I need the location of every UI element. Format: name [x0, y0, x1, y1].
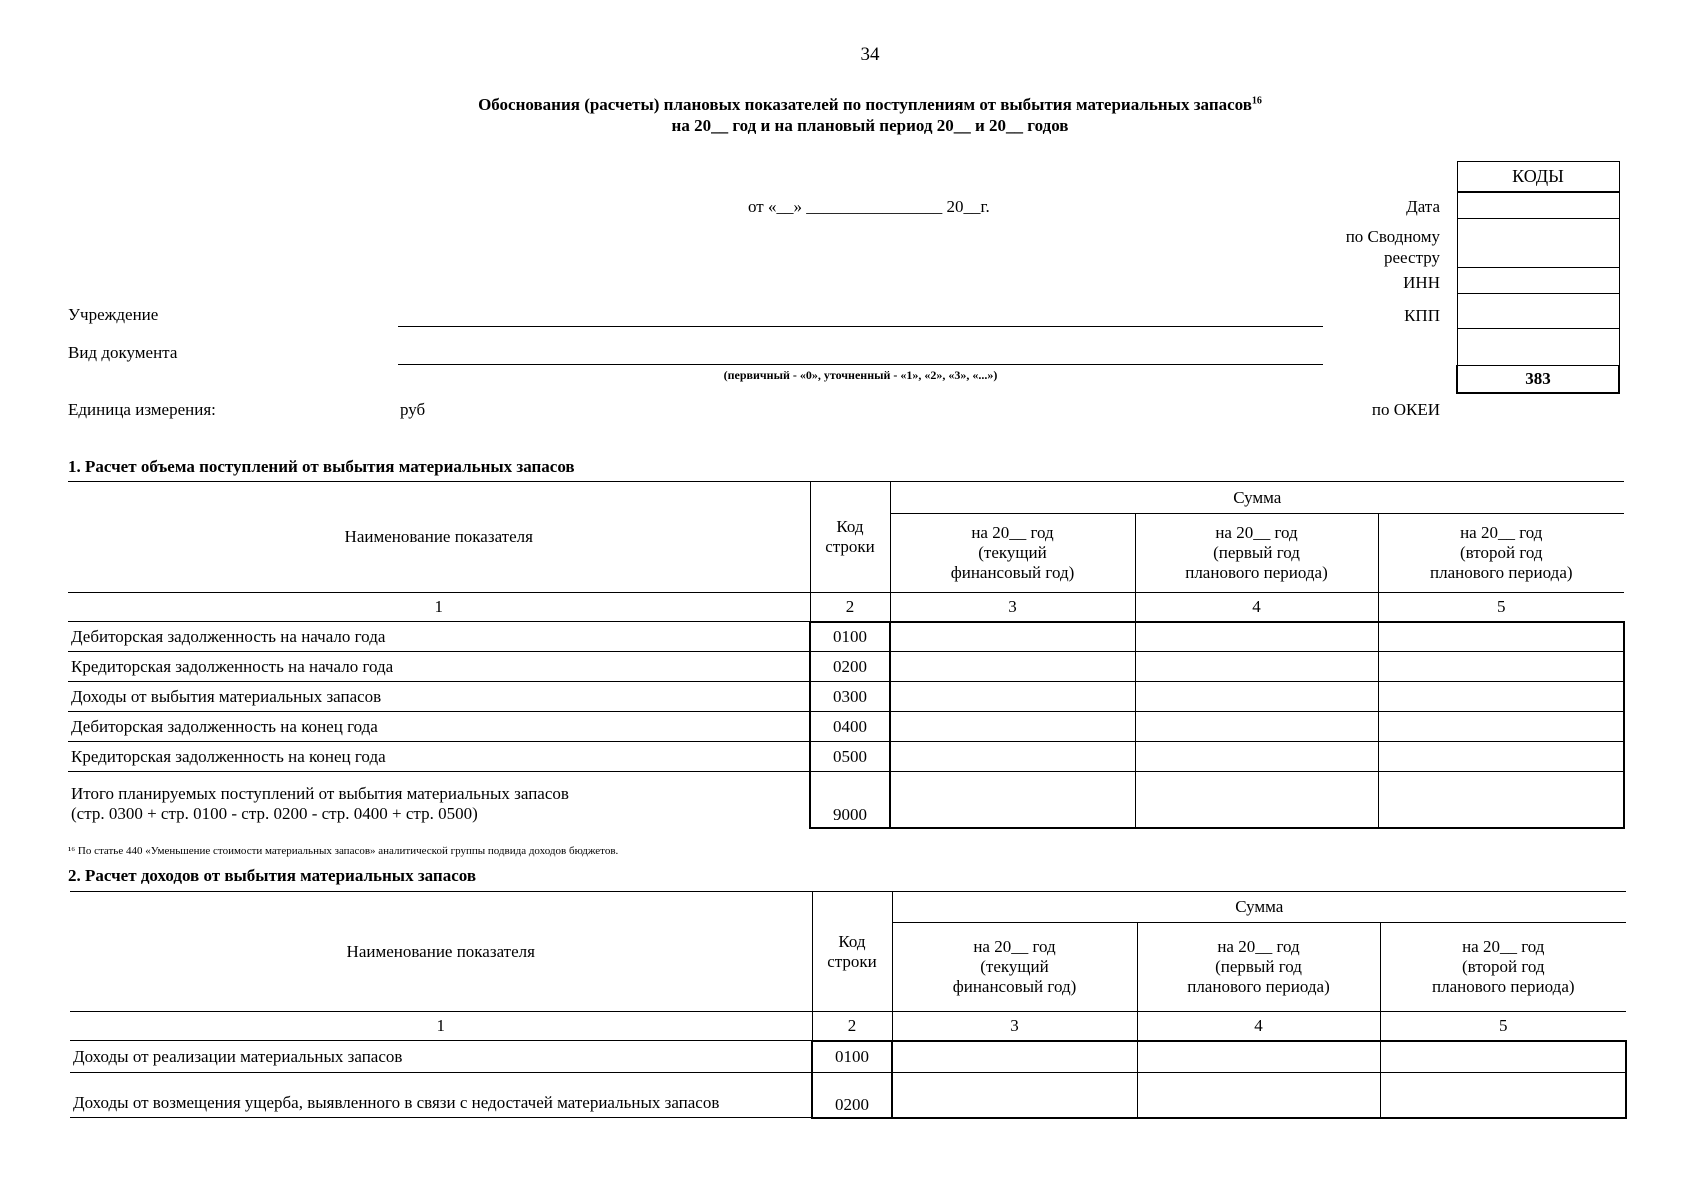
row-code: 0200 — [810, 652, 890, 682]
cell-col4[interactable] — [1137, 1073, 1380, 1118]
unit-value: руб — [400, 400, 426, 419]
row-name: Доходы от реализации материальных запасов — [70, 1041, 812, 1073]
row-code: 0400 — [810, 712, 890, 742]
total-col5[interactable] — [1378, 772, 1624, 828]
total-code: 9000 — [810, 772, 890, 828]
table-row — [68, 652, 1624, 682]
code-registry-cell[interactable] — [1457, 219, 1619, 268]
cell-col4[interactable] — [1135, 622, 1378, 652]
row-name: Дебиторская задолженность на начало года — [68, 622, 810, 652]
total-row — [68, 772, 1624, 828]
kpp-label: КПП — [1404, 306, 1440, 325]
header-col5 — [1380, 923, 1626, 1012]
cell-col5[interactable] — [1378, 622, 1624, 652]
page-number: 34 — [860, 44, 880, 65]
cell-col3[interactable] — [892, 1041, 1137, 1073]
total-col4[interactable] — [1135, 772, 1378, 828]
cell-col4[interactable] — [1135, 682, 1378, 712]
total-col3[interactable] — [890, 772, 1135, 828]
row-code: 0500 — [810, 742, 890, 772]
h5-l3: планового периода) — [1429, 563, 1573, 582]
cell-col5[interactable] — [1378, 712, 1624, 742]
header-col3 — [890, 514, 1135, 593]
row-name: Доходы от выбытия материальных запасов — [68, 682, 810, 712]
colnum-2: 2 — [812, 1012, 892, 1041]
h3-l2: (текущий — [978, 543, 1047, 562]
codes-header: КОДЫ — [1457, 162, 1619, 193]
document-title-text: Обоснования (расчеты) плановых показателей по поступлениям от выбытия материальных запасов — [478, 95, 1252, 114]
section2-table — [70, 891, 1627, 1119]
header-code-line2: строки — [825, 537, 875, 556]
h4-l2: (первый год — [1215, 957, 1302, 976]
colnum-3: 3 — [890, 593, 1135, 622]
cell-col3[interactable] — [890, 652, 1135, 682]
footnote: ¹⁶ По статье 440 «Уменьшение стоимости материальных запасов» аналитической группы подвида доходов бюджетов. — [68, 845, 619, 857]
header-name: Наименование показателя — [68, 482, 810, 593]
date-label: Дата — [1406, 197, 1440, 216]
header-col4 — [1137, 923, 1380, 1012]
header-code-line1: Код — [838, 931, 866, 951]
row-name: Доходы от возмещения ущерба, выявленного в связи с недостачей материальных запасов — [70, 1073, 812, 1118]
cell-col4[interactable] — [1137, 1041, 1380, 1073]
total-name-line1: Итого планируемых поступлений от выбытия материальных запасов — [71, 783, 569, 803]
h5-l2: (второй год — [1460, 543, 1543, 562]
header-code-line1: Код — [836, 517, 864, 536]
okei-label: по ОКЕИ — [1371, 400, 1440, 419]
date-line: от «__» ________________ 20__г. — [748, 197, 990, 216]
h5-l1: на 20__ год — [1462, 937, 1545, 956]
doc-type-hint: (первичный - «0», уточненный - «1», «2», «3», «...») — [723, 368, 998, 382]
document-title — [0, 95, 1696, 115]
doc-type-field[interactable] — [398, 364, 1323, 365]
header-code — [810, 482, 890, 593]
table-row — [68, 712, 1624, 742]
colnum-5: 5 — [1378, 593, 1624, 622]
header-code-line2: строки — [827, 951, 877, 971]
unit-label: Единица измерения: — [68, 400, 216, 419]
colnum-2: 2 — [810, 593, 890, 622]
codes-table — [1456, 161, 1620, 394]
header-col5 — [1378, 514, 1624, 593]
code-doctype-cell[interactable] — [1457, 329, 1619, 366]
h5-l3: планового периода) — [1431, 977, 1575, 996]
row-code: 0100 — [810, 622, 890, 652]
cell-col5[interactable] — [1378, 682, 1624, 712]
h4-l1: на 20__ год — [1217, 937, 1300, 956]
h3-l1: на 20__ год — [973, 937, 1056, 956]
h3-l2: (текущий — [980, 957, 1049, 976]
colnum-4: 4 — [1135, 593, 1378, 622]
doc-type-label: Вид документа — [68, 343, 178, 362]
code-date-cell[interactable] — [1457, 192, 1619, 219]
colnum-4: 4 — [1137, 1012, 1380, 1041]
colnum-5: 5 — [1380, 1012, 1626, 1041]
cell-col3[interactable] — [890, 622, 1135, 652]
section2-title: 2. Расчет доходов от выбытия материальных запасов — [68, 866, 477, 885]
total-name-line2: (стр. 0300 + стр. 0100 - стр. 0200 - стр. 0400 + стр. 0500) — [71, 803, 478, 823]
cell-col3[interactable] — [892, 1073, 1137, 1118]
row-name: Кредиторская задолженность на конец года — [68, 742, 810, 772]
cell-col5[interactable] — [1378, 652, 1624, 682]
header-sum: Сумма — [892, 892, 1626, 923]
code-inn-cell[interactable] — [1457, 268, 1619, 294]
header-col3 — [892, 923, 1137, 1012]
cell-col5[interactable] — [1378, 742, 1624, 772]
cell-col4[interactable] — [1135, 712, 1378, 742]
cell-col5[interactable] — [1380, 1041, 1626, 1073]
header-name: Наименование показателя — [70, 892, 812, 1012]
code-okei-cell: 383 — [1457, 366, 1619, 394]
cell-col4[interactable] — [1135, 742, 1378, 772]
institution-label: Учреждение — [68, 305, 159, 324]
colnum-1: 1 — [70, 1012, 812, 1041]
registry-label-1: по Сводному — [1345, 227, 1440, 246]
section1-table — [68, 481, 1625, 829]
row-code: 0100 — [812, 1041, 892, 1073]
cell-col3[interactable] — [890, 742, 1135, 772]
table-row — [70, 1073, 1626, 1118]
h4-l1: на 20__ год — [1215, 523, 1298, 542]
header-sum: Сумма — [890, 482, 1624, 514]
table-row — [68, 622, 1624, 652]
header-col4 — [1135, 514, 1378, 593]
header-code — [812, 892, 892, 1012]
h4-l3: планового периода) — [1185, 563, 1328, 582]
h4-l3: планового периода) — [1187, 977, 1330, 996]
h3-l3: финансовый год) — [952, 977, 1077, 996]
row-code: 0300 — [810, 682, 890, 712]
table-row — [68, 742, 1624, 772]
row-code: 0200 — [812, 1073, 892, 1118]
cell-col3[interactable] — [890, 682, 1135, 712]
footnote-mark: 16 — [1251, 95, 1262, 107]
colnum-3: 3 — [892, 1012, 1137, 1041]
row-name: Кредиторская задолженность на начало года — [68, 652, 810, 682]
section1-title: 1. Расчет объема поступлений от выбытия материальных запасов — [68, 457, 575, 476]
registry-label-2: реестру — [1384, 248, 1440, 267]
cell-col3[interactable] — [890, 712, 1135, 742]
institution-field[interactable] — [398, 326, 1323, 327]
h3-l1: на 20__ год — [971, 523, 1054, 542]
row-name: Дебиторская задолженность на конец года — [68, 712, 810, 742]
h3-l3: финансовый год) — [950, 563, 1075, 582]
cell-col4[interactable] — [1135, 652, 1378, 682]
cell-col5[interactable] — [1380, 1073, 1626, 1118]
colnum-1: 1 — [68, 593, 810, 622]
document-subtitle: на 20__ год и на плановый период 20__ и 20__ годов — [671, 116, 1069, 135]
inn-label: ИНН — [1403, 273, 1440, 292]
code-kpp-cell[interactable] — [1457, 294, 1619, 329]
table-row — [70, 1041, 1626, 1073]
h5-l1: на 20__ год — [1460, 523, 1543, 542]
total-name — [68, 772, 810, 828]
h4-l2: (первый год — [1213, 543, 1300, 562]
table-row — [68, 682, 1624, 712]
h5-l2: (второй год — [1462, 957, 1545, 976]
